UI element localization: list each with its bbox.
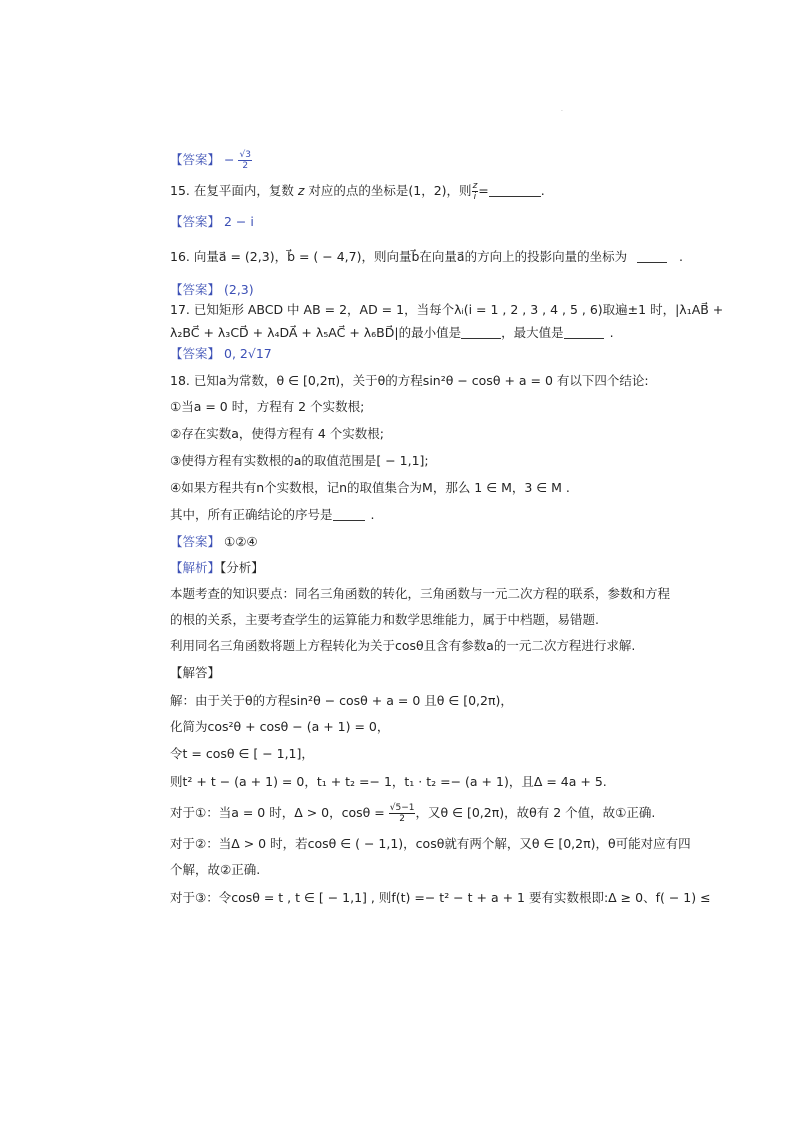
q15-blank bbox=[489, 184, 541, 197]
q18-solution-8 bbox=[170, 889, 711, 907]
q16-answer-line bbox=[170, 281, 254, 299]
q18-analysis-3 bbox=[170, 637, 635, 655]
q18-ask-text: 其中，所有正确结论的序号是 bbox=[170, 507, 333, 522]
q18-sol5-num: √5−1 bbox=[389, 803, 415, 813]
solution-tag: 【解答】 bbox=[170, 665, 221, 680]
q18-analysis2: 的根的关系，主要考查学生的运算能力和数学思维能力，属于中档题，易错题. bbox=[170, 612, 599, 627]
answer-tag: 【答案】 bbox=[170, 346, 221, 361]
q17-question-line1 bbox=[170, 301, 723, 319]
q14-answer-denominator: 2 bbox=[242, 161, 249, 171]
q14-answer-numerator: √3 bbox=[239, 150, 251, 160]
q17-line2-a: λ₂BC⃗ + λ₃CD⃗ + λ₄DA⃗ + λ₅AC⃗ + λ₆BD⃗|的最小值是 bbox=[170, 325, 462, 340]
q18-conclusion-4 bbox=[170, 479, 570, 497]
q18-stem bbox=[170, 372, 649, 390]
q14-answer-fraction bbox=[238, 150, 251, 171]
q18-solution-header bbox=[170, 664, 220, 682]
q18-sol3: 令t = cosθ ∈ [ − 1,1]， bbox=[170, 746, 314, 761]
q14-answer-line bbox=[170, 150, 252, 171]
q15-var: z bbox=[297, 183, 305, 198]
q17-answer-line bbox=[170, 345, 272, 363]
q14-answer-sign: − bbox=[224, 152, 235, 167]
q18-sol5-a: 对于①：当a = 0 时，Δ > 0，cosθ = bbox=[170, 805, 385, 820]
q18-sol5-fraction bbox=[389, 803, 416, 824]
q16-question bbox=[170, 248, 683, 266]
analysis-sub-tag: 【分析】 bbox=[220, 560, 264, 575]
q18-sol7: 个解，故②正确. bbox=[170, 862, 261, 877]
q15-text-before: 15. 在复平面内，复数 bbox=[170, 183, 294, 198]
q18-analysis-2 bbox=[170, 611, 599, 629]
q18-c4: ④如果方程共有n个实数根，记n的取值集合为M，那么 1 ∈ M，3 ∈ M . bbox=[170, 480, 570, 495]
q18-solution-7 bbox=[170, 861, 260, 879]
q18-analysis-header bbox=[170, 559, 264, 577]
q17-line1: 17. 已知矩形 ABCD 中 AB = 2，AD = 1，当每个λᵢ(i = 1 , 2 , 3 , 4 , 5 , 6)取遍±1 时，|λ₁AB⃗ + bbox=[170, 302, 724, 317]
q17-end: . bbox=[609, 325, 614, 340]
q18-analysis3: 利用同名三角函数将题上方程转化为关于cosθ且含有参数a的一元二次方程进行求解. bbox=[170, 638, 636, 653]
answer-tag: 【答案】 bbox=[170, 534, 221, 549]
q15-frac-den: i bbox=[473, 192, 477, 202]
answer-tag: 【答案】 bbox=[170, 282, 221, 297]
q18-c2: ②存在实数a，使得方程有 4 个实数根; bbox=[170, 426, 384, 441]
q18-sol1: 解：由于关于θ的方程sin²θ − cosθ + a = 0 且θ ∈ [0,2π)， bbox=[170, 693, 513, 708]
q18-conclusion-1 bbox=[170, 398, 364, 416]
q15-text-mid: 对应的点的坐标是(1，2)，则 bbox=[308, 183, 472, 198]
q16-blank bbox=[637, 250, 667, 263]
q18-answer: ①②④ bbox=[224, 534, 258, 549]
q18-conclusion-3 bbox=[170, 452, 429, 470]
q18-ask bbox=[170, 506, 375, 524]
q15-end: . bbox=[540, 183, 545, 198]
q15-answer-line bbox=[170, 213, 254, 231]
q18-sol4: 则t² + t − (a + 1) = 0，t₁ + t₂ =− 1，t₁ · t₂ =− (a + 1)，且Δ = 4a + 5. bbox=[170, 774, 607, 789]
q17-answer: 0, 2√17 bbox=[224, 346, 272, 361]
q18-analysis1: 本题考查的知识要点：同名三角函数的转化，三角函数与一元二次方程的联系，参数和方程 bbox=[170, 586, 671, 601]
q15-question bbox=[170, 181, 545, 202]
q18-analysis-1 bbox=[170, 585, 670, 603]
q17-blank-max bbox=[564, 326, 604, 339]
q18-stem-text: 18. 已知a为常数，θ ∈ [0,2π)，关于θ的方程sin²θ − cosθ + a = 0 有以下四个结论: bbox=[170, 373, 649, 388]
answer-tag: 【答案】 bbox=[170, 214, 221, 229]
q18-blank bbox=[333, 508, 365, 521]
q17-line2-b: ，最大值是 bbox=[501, 325, 564, 340]
q18-sol2: 化简为cos²θ + cosθ − (a + 1) = 0， bbox=[170, 719, 390, 734]
q16-answer: (2,3) bbox=[224, 282, 254, 297]
q18-solution-5 bbox=[170, 803, 655, 824]
answer-tag: 【答案】 bbox=[170, 152, 221, 167]
q18-ask-end: . bbox=[370, 507, 375, 522]
q16-text: 16. 向量a⃗ = (2,3)，b⃗ = ( − 4,7)，则向量b⃗在向量a⃗的方向上的投影向量的坐标为 bbox=[170, 249, 628, 264]
q18-solution-6 bbox=[170, 835, 691, 853]
q18-conclusion-2 bbox=[170, 425, 384, 443]
q18-c1: ①当a = 0 时，方程有 2 个实数根; bbox=[170, 399, 365, 414]
q18-solution-4 bbox=[170, 773, 607, 791]
q18-sol5-den: 2 bbox=[399, 814, 405, 824]
q17-blank-min bbox=[461, 326, 501, 339]
q17-question-line2 bbox=[170, 324, 614, 342]
q18-c3: ③使得方程有实数根的a的取值范围是[ − 1,1]; bbox=[170, 453, 429, 468]
q18-solution-3 bbox=[170, 745, 314, 763]
analysis-tag: 【解析】 bbox=[170, 560, 221, 575]
q16-end: . bbox=[679, 249, 684, 264]
q18-solution-1 bbox=[170, 692, 513, 710]
q15-answer: 2 − i bbox=[224, 214, 254, 229]
q18-sol8: 对于③：令cosθ = t , t ∈ [ − 1,1] , 则f(t) =− t² − t + a + 1 要有实数根即:Δ ≥ 0、f( − 1) ≤ bbox=[170, 890, 711, 905]
header-mark: · bbox=[561, 108, 563, 115]
q18-solution-2 bbox=[170, 718, 389, 736]
q18-sol6: 对于②：当Δ > 0 时，若cosθ ∈ ( − 1,1)，cosθ就有两个解，又θ ∈ [0,2π)，θ可能对应有四 bbox=[170, 836, 691, 851]
q18-sol5-b: ，又θ ∈ [0,2π)，故θ有 2 个值，故①正确. bbox=[415, 805, 656, 820]
q18-answer-line bbox=[170, 533, 258, 551]
q15-text-after: = bbox=[478, 183, 489, 198]
q15-frac-num: z bbox=[472, 181, 478, 191]
